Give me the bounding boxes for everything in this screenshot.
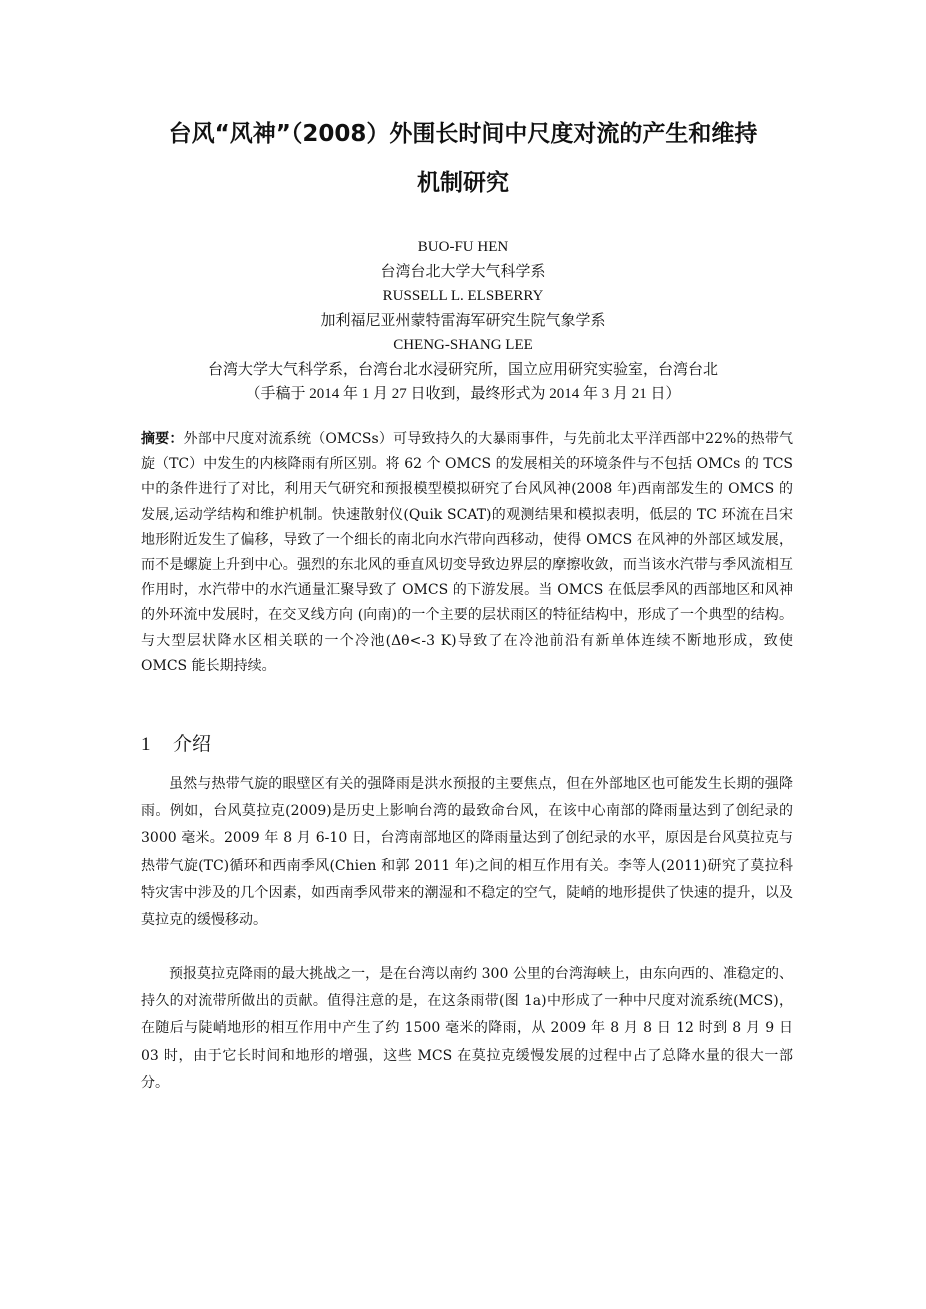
body-paragraph-2: 预报莫拉克降雨的最大挑战之一，是在台湾以南约 300 公里的台湾海峡上，由东向西的、准稳定的、持久的对流带所做出的贡献。值得注意的是，在这条雨带(图 1a)中形成了一种中尺度对流系统(MCS)，在随后与陡峭地形的相互作用中产生了约 1500 毫米的降雨，从 2009 年 8 月 8 日 12 时到 8 月 9 日 03 时，由于它长时间和地形的增强，这些 MCS 在莫拉克缓慢发展的过程中占了总降水量的很大一部分。	[141, 966, 793, 1091]
section-title: 介绍	[173, 733, 212, 755]
abstract	[141, 427, 793, 679]
section-heading	[141, 729, 211, 756]
author-affiliation: 加利福尼亚州蒙特雷海军研究生院气象学系	[320, 312, 606, 329]
paper-title-line-1: 台风“风神”（2008）外围长时间中尺度对流的产生和维持	[168, 121, 758, 147]
section-number: 1	[141, 734, 151, 755]
body-paragraph-1: 虽然与热带气旋的眼壁区有关的强降雨是洪水预报的主要焦点，但在外部地区也可能发生长期的强降雨。例如，台风莫拉克(2009)是历史上影响台湾的最致命台风，在该中心南部的降雨量达到了创纪录的 3000 毫米。2009 年 8 月 6-10 日，台湾南部地区的降雨量达到了创纪录的水平，原因是台风莫拉克与热带气旋(TC)循环和西南季风(Chien 和郭 2011 年)之间的相互作用有关。李等人(2011)研究了莫拉科特灾害中涉及的几个因素，如西南季风带来的潮湿和不稳定的空气，陡峭的地形提供了快速的提升，以及莫拉克的缓慢移动。	[141, 776, 793, 929]
paper-title-line-2: 机制研究	[417, 170, 509, 196]
abstract-text: 外部中尺度对流系统（OMCSs）可导致持久的大暴雨事件，与先前北太平洋西部中22%的热带气旋（TC）中发生的内核降雨有所区别。将 62 个 OMCS 的发展相关的环境条件与不包括 OMCs 的 TCS 中的条件进行了对比，利用天气研究和预报模型模拟研究了台风风神(2008 年)西南部发生的 OMCS 的发展,运动学结构和维护机制。快速散射仪(Quik SCAT)的观测结果和模拟表明，低层的 TC 环流在吕宋地形附近发生了偏移，导致了一个细长的南北向水汽带向西移动，使得 OMCS 在风神的外部区域发展，而不是螺旋上升到中心。强烈的东北风的垂直风切变导致边界层的摩擦收敛，而当该水汽带与季风流相互作用时，水汽带中的水汽通量汇聚导致了 OMCS 的下游发展。当 OMCS 在低层季风的西部地区和风神的外环流中发展时，在交叉线方向 (向南)的一个主要的层状雨区的特征结构中，形成了一个典型的结构。与大型层状降水区相关联的一个冷池(Δθ<-3 K)导致了在冷池前沿有新单体连续不断地形成，致使 OMCS 能长期持续。	[141, 431, 794, 674]
author-block	[100, 235, 826, 407]
manuscript-dates: （手稿于 2014 年 1 月 27 日收到，最终形式为 2014 年 3 月 21 日）	[245, 386, 681, 402]
author-affiliation: 台湾台北大学大气科学系	[380, 263, 546, 280]
author-name: CHENG-SHANG LEE	[393, 337, 533, 353]
author-name: RUSSELL L. ELSBERRY	[382, 288, 544, 304]
author-name: BUO-FU HEN	[417, 239, 509, 255]
abstract-label: 摘要：	[141, 431, 184, 447]
author-affiliation: 台湾大学大气科学系，台湾台北水浸研究所，国立应用研究实验室，台湾台北	[207, 361, 718, 378]
